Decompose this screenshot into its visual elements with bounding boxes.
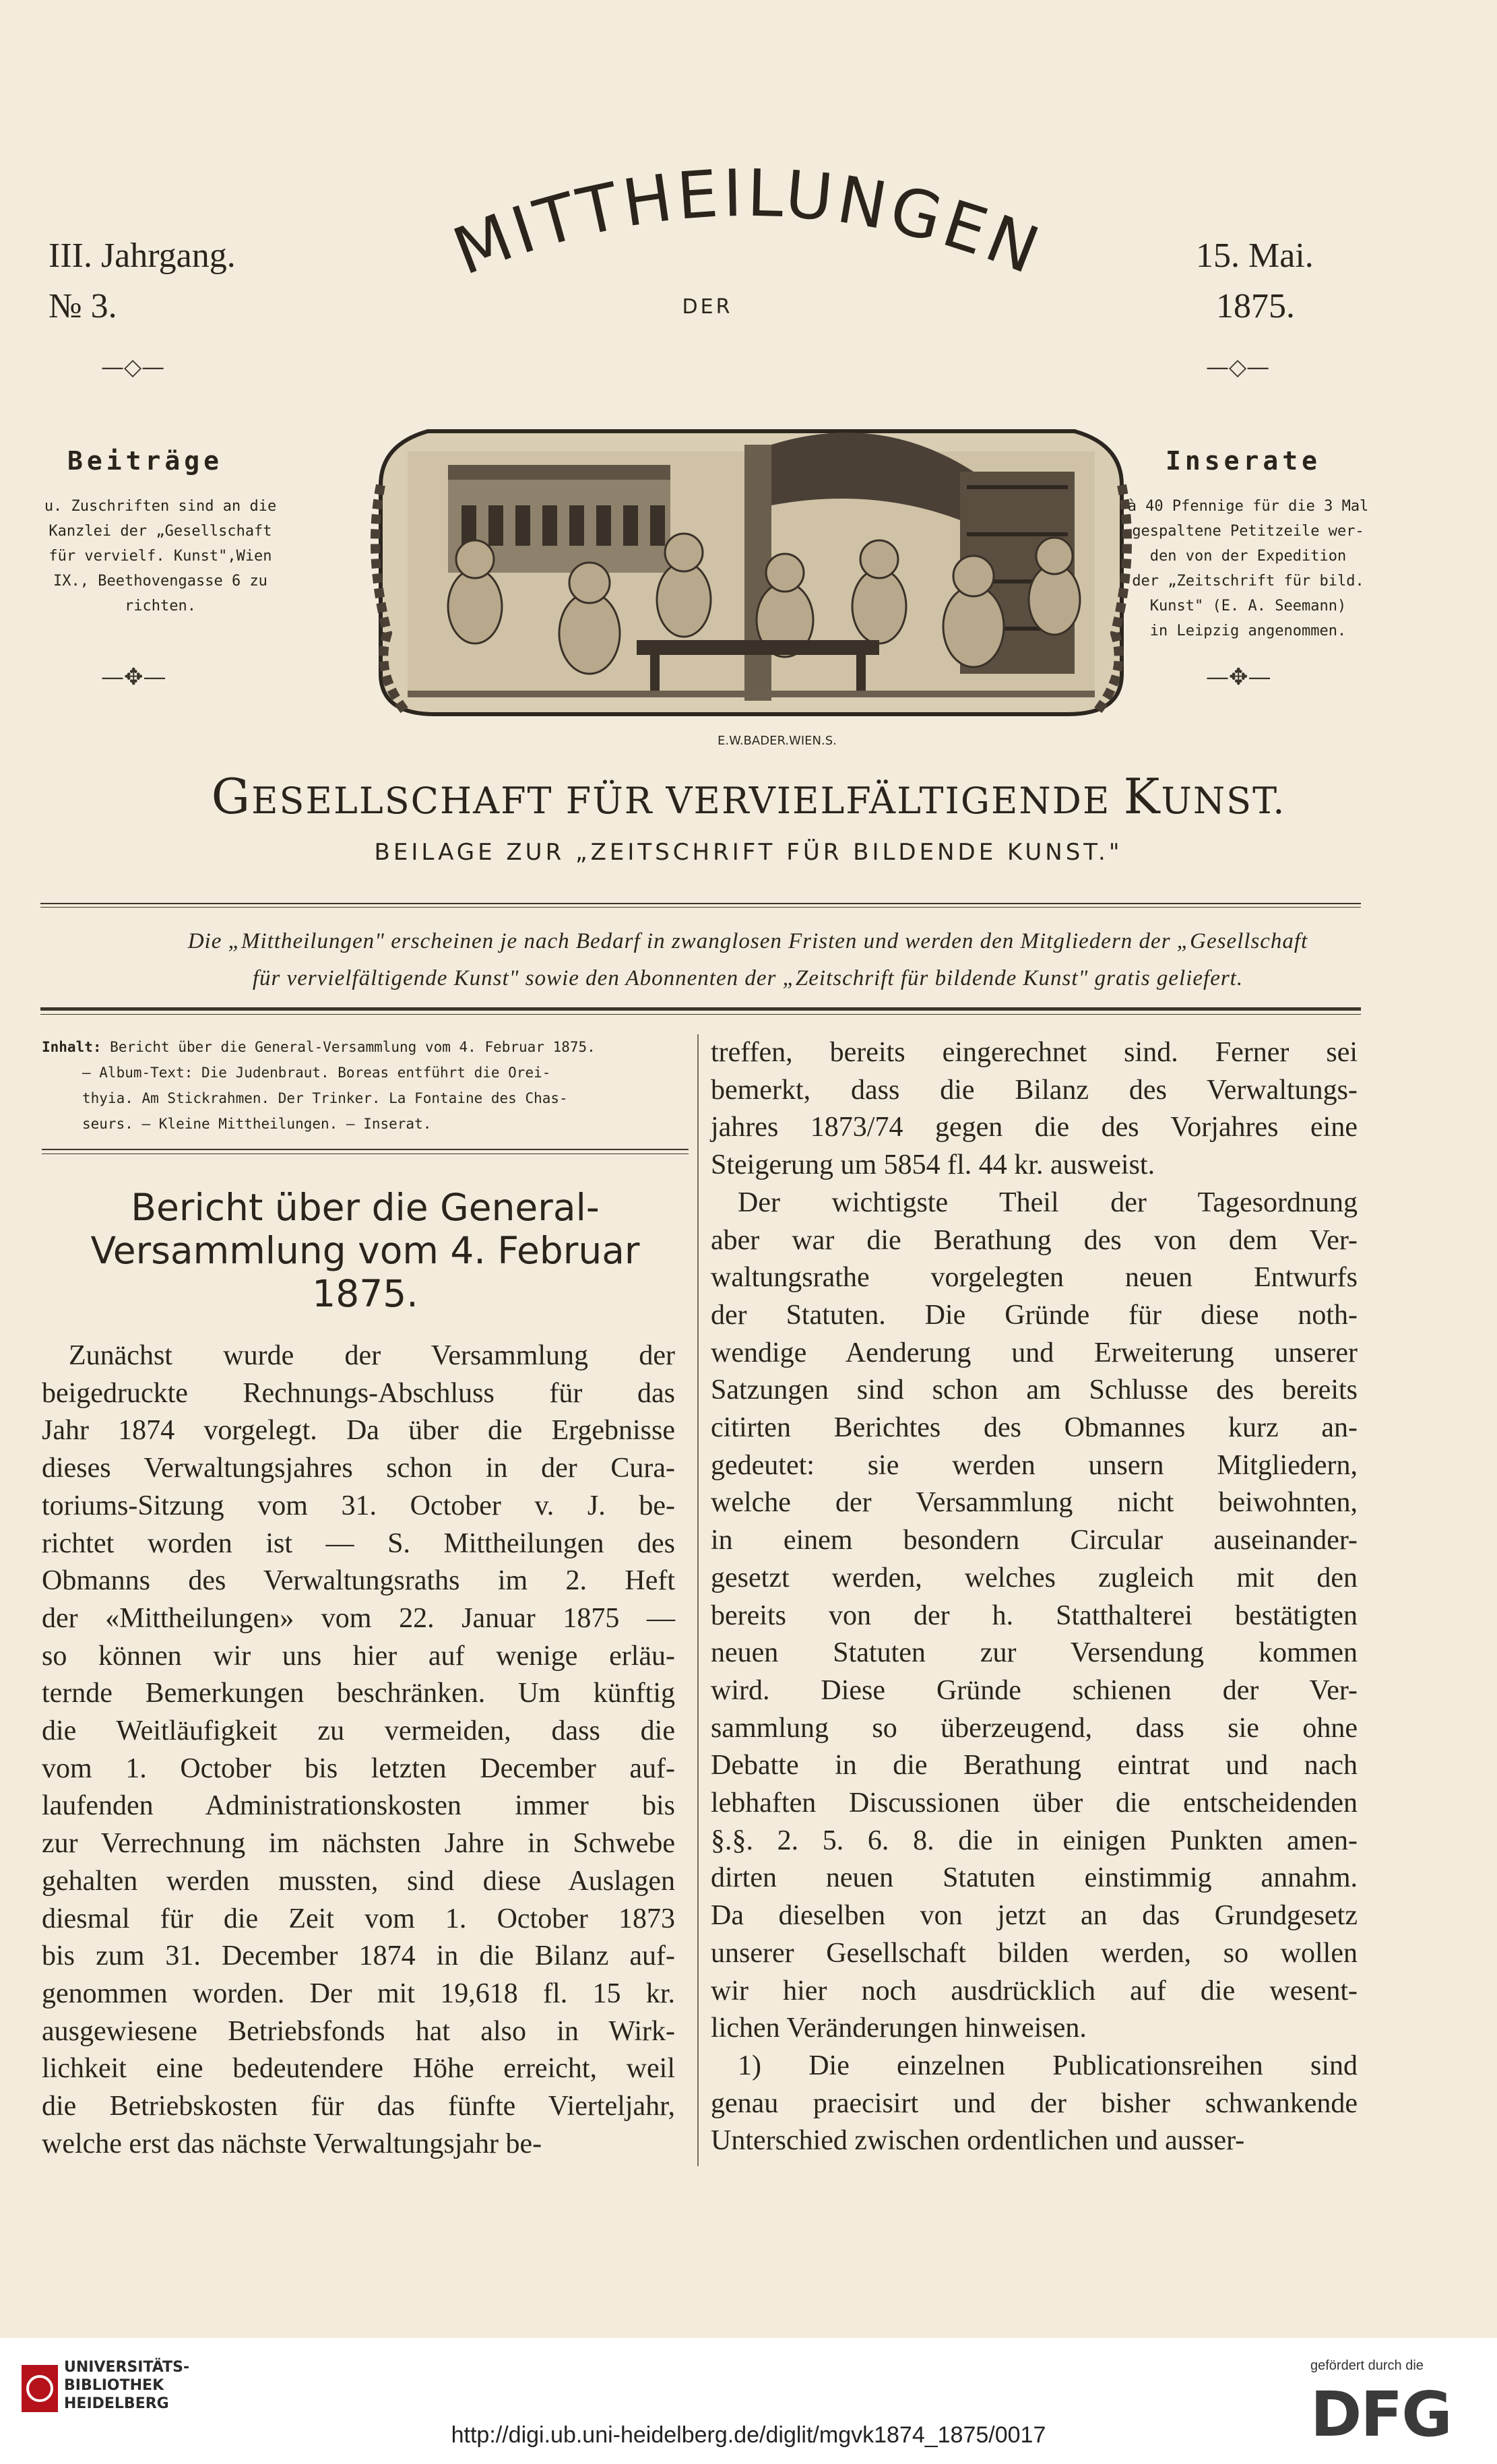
inserate-line: Kunst" (E. A. Seemann) <box>1149 598 1347 614</box>
university-line: UNIVERSITÄTS- <box>64 2359 190 2376</box>
contents-entry: — Album-Text: Die Judenbraut. Boreas entführt die Orei- <box>82 1065 551 1081</box>
article-line: waltungsrathe vorgelegten neuen Entwurfs <box>711 1262 1358 1294</box>
ornament-divider: —◇— <box>101 354 165 381</box>
article-line: die Weitläufigkeit zu vermeiden, dass die <box>42 1715 675 1747</box>
article-title-line: 1875. <box>312 1272 418 1315</box>
article-line: ternde Bemerkungen beschränken. Um künftig <box>42 1678 675 1709</box>
beitraege-heading: Beiträge <box>67 446 224 476</box>
article-line: beigedruckte Rechnungs-Abschluss für das <box>42 1377 675 1409</box>
article-line: gesetzt werden, welches zugleich mit den <box>711 1562 1358 1593</box>
article-line: vom 1. October bis letzten December auf- <box>42 1752 675 1784</box>
university-seal-icon <box>22 2365 58 2412</box>
article-line: citirten Berichtes des Obmannes kurz an- <box>711 1412 1358 1444</box>
article-line: §.§. 2. 5. 6. 8. die in einigen Punkten amen- <box>711 1825 1358 1856</box>
inserate-line: à 40 Pfennige für die 3 Mal <box>1127 498 1369 515</box>
divider-rule <box>40 903 1361 904</box>
article-line: der Statuten. Die Gründe für diese noth- <box>711 1299 1358 1331</box>
article-line: in einem besondern Circular auseinander- <box>711 1525 1358 1556</box>
article-line: bereits von der h. Statthalterei bestätigten <box>711 1600 1358 1631</box>
divider-rule <box>40 907 1361 908</box>
article-line: wir hier noch ausdrücklich auf die wesent- <box>711 1975 1358 2007</box>
article-line: gehalten werden mussten, sind diese Auslagen <box>42 1865 675 1897</box>
article-line: genommen worden. Der mit 19,618 fl. 15 kr. <box>42 1978 675 2009</box>
article-line: treffen, bereits eingerechnet sind. Ferner sei <box>711 1037 1358 1068</box>
inserate-line: in Leipzig angenommen. <box>1149 623 1347 639</box>
article-line: ausgewiesene Betriebsfonds hat also in Wirk- <box>42 2015 675 2047</box>
article-line: aber war die Berathung des von dem Ver- <box>711 1224 1358 1256</box>
article-line: 1) Die einzelnen Publicationsreihen sind <box>738 2050 1358 2081</box>
article-line: welche der Versammlung nicht beiwohnten, <box>711 1487 1358 1519</box>
inserate-line: der „Zeitschrift für bild. <box>1132 573 1364 590</box>
contents-entry: thyia. Am Stickrahmen. Der Trinker. La Fontaine des Chas- <box>82 1090 568 1106</box>
article-line: sammlung so überzeugend, dass sie ohne <box>711 1712 1358 1744</box>
article-title-line: Bericht über die General- <box>131 1186 600 1229</box>
article-line: Obmanns des Verwaltungsraths im 2. Heft <box>42 1565 675 1597</box>
ornament-divider: —◇— <box>1206 354 1270 381</box>
university-line: HEIDELBERG <box>64 2395 169 2412</box>
article-title-line: Versammlung vom 4. Februar <box>90 1229 640 1272</box>
article-line: Unterschied zwischen ordentlichen und ausser- <box>711 2125 1245 2157</box>
society-initial: K <box>1123 768 1161 825</box>
society-name-part: UNST. <box>1161 780 1286 822</box>
article-line: Da dieselben von jetzt an das Grundgesetz <box>711 1900 1358 1932</box>
beitraege-line: richten. <box>125 598 196 614</box>
contents-label: Inhalt: <box>42 1039 102 1055</box>
article-line: Der wichtigste Theil der Tagesordnung <box>738 1187 1358 1218</box>
contents-entry: seurs. — Kleine Mittheilungen. — Inserat. <box>82 1116 432 1132</box>
article-column-right <box>711 1034 1358 2160</box>
dfg-logo: DFG <box>1310 2378 1451 2451</box>
issue-year: 1875. <box>1216 287 1295 325</box>
article-line: Satzungen sind schon am Schlusse des bereits <box>711 1375 1358 1406</box>
article-line: lebhaften Discussionen über die entscheidenden <box>711 1788 1358 1819</box>
article-line: toriums-Sitzung vom 31. October v. J. be- <box>42 1490 675 1521</box>
article-line: laufenden Administrationskosten immer bis <box>42 1790 675 1822</box>
der-label: DER <box>682 295 733 319</box>
article-line: gedeutet: sie werden unsern Mitgliedern, <box>711 1449 1358 1481</box>
beitraege-notice <box>32 494 288 619</box>
article-line: zur Verrechnung im nächsten Jahre in Schwebe <box>42 1828 675 1860</box>
distribution-line: Die „Mittheilungen" erscheinen je nach Bedarf in zwanglosen Fristen und werden den Mitgliedern der „Gesellschaft <box>187 929 1308 953</box>
society-name-part: ESELLSCHAFT FÜR VERVIELFÄLTIGENDE <box>251 780 1124 822</box>
article-line: jahres 1873/74 gegen die des Vorjahres eine <box>711 1112 1358 1143</box>
article-line: neuen Statuten zur Versendung kommen <box>711 1637 1358 1669</box>
distribution-notice <box>40 923 1455 997</box>
table-of-contents <box>42 1034 689 1137</box>
divider-rule <box>40 1014 1361 1015</box>
masthead-title <box>290 125 1206 367</box>
divider-rule <box>40 1007 1361 1011</box>
article-column-left <box>42 1337 675 2163</box>
inserate-notice <box>1115 494 1381 643</box>
divider-rule <box>42 1149 689 1150</box>
article-line: Steigerung um 5854 fl. 44 kr. ausweist. <box>711 1149 1155 1181</box>
article-line: Debatte in die Berathung eintrat und nach <box>711 1750 1358 1781</box>
article-line: dieses Verwaltungsjahres schon in der Cura- <box>42 1453 675 1484</box>
engraver-signature: E.W.BADER.WIEN.S. <box>718 734 837 748</box>
article-line: dirten neuen Statuten einstimmig annahm. <box>711 1862 1358 1894</box>
article-line: wendige Aenderung und Erweiterung unserer <box>711 1337 1358 1368</box>
beitraege-line: für vervielf. Kunst",Wien <box>49 548 272 565</box>
masthead-title-text: MITTHEILUNGEN <box>443 155 1052 290</box>
article-line: Zunächst wurde der Versammlung der <box>69 1340 675 1371</box>
contents-entry: Bericht über die General-Versammlung vom 4. Februar 1875. <box>110 1039 596 1055</box>
article-title <box>42 1186 689 1315</box>
article-line: welche erst das nächste Verwaltungsjahr be- <box>42 2128 542 2159</box>
society-name <box>0 768 1497 825</box>
beitraege-line: u. Zuschriften sind an die <box>44 498 277 515</box>
inserate-heading: Inserate <box>1166 446 1322 476</box>
article-line: so können wir uns hier auf wenige erläu- <box>42 1640 675 1672</box>
inserate-line: gespaltene Petitzeile wer- <box>1132 523 1364 540</box>
article-line: lichen Veränderungen hinweisen. <box>711 2013 1087 2044</box>
beitraege-line: IX., Beethovengasse 6 zu <box>53 573 267 590</box>
article-line: genau praecisirt und der bisher schwankende <box>711 2087 1358 2119</box>
funding-label: gefördert durch die <box>1310 2358 1424 2373</box>
inserate-line: den von der Expedition <box>1149 548 1347 565</box>
article-line: bemerkt, dass die Bilanz des Verwaltungs- <box>711 1074 1358 1106</box>
university-line: BIBLIOTHEK <box>64 2377 164 2394</box>
contents-line <box>42 1034 689 1060</box>
society-initial: G <box>211 768 252 825</box>
article-line: richtet worden ist — S. Mittheilungen des <box>42 1527 675 1559</box>
university-library-name <box>64 2358 189 2413</box>
issue-date: 15. Mai. <box>1196 236 1314 275</box>
article-line: der «Mittheilungen» vom 22. Januar 1875 — <box>42 1602 675 1634</box>
distribution-line: für vervielfältigende Kunst" sowie den Abonnenten der „Zeitschrift für bildende Kunst" gratis geliefert. <box>252 966 1244 990</box>
article-line: die Betriebskosten für das fünfte Vierteljahr, <box>42 2091 675 2122</box>
article-line: wird. Diese Gründe schienen der Ver- <box>711 1674 1358 1706</box>
volume-label: III. Jahrgang. <box>49 236 236 275</box>
supplement-line: BEILAGE ZUR „ZEITSCHRIFT FÜR BILDENDE KUNST." <box>374 839 1123 866</box>
ornament-divider: —✥— <box>101 664 166 691</box>
ornament-divider: —✥— <box>1206 664 1271 691</box>
article-line: lichkeit eine bedeutendere Höhe erreicht, weil <box>42 2053 675 2085</box>
source-url[interactable]: http://digi.ub.uni-heidelberg.de/diglit/mgvk1874_1875/0017 <box>451 2422 1046 2448</box>
article-line: diesmal für die Zeit vom 1. October 1873 <box>42 1903 675 1934</box>
article-line: unserer Gesellschaft bilden werden, so wollen <box>711 1937 1358 1969</box>
article-line: Jahr 1874 vorgelegt. Da über die Ergebnisse <box>42 1415 675 1447</box>
beitraege-line: Kanzlei der „Gesellschaft <box>49 523 272 540</box>
issue-number: № 3. <box>49 287 117 325</box>
vignette-illustration <box>367 350 1135 755</box>
column-rule <box>697 1034 699 2166</box>
article-line: bis zum 31. December 1874 in die Bilanz auf- <box>42 1940 675 1972</box>
